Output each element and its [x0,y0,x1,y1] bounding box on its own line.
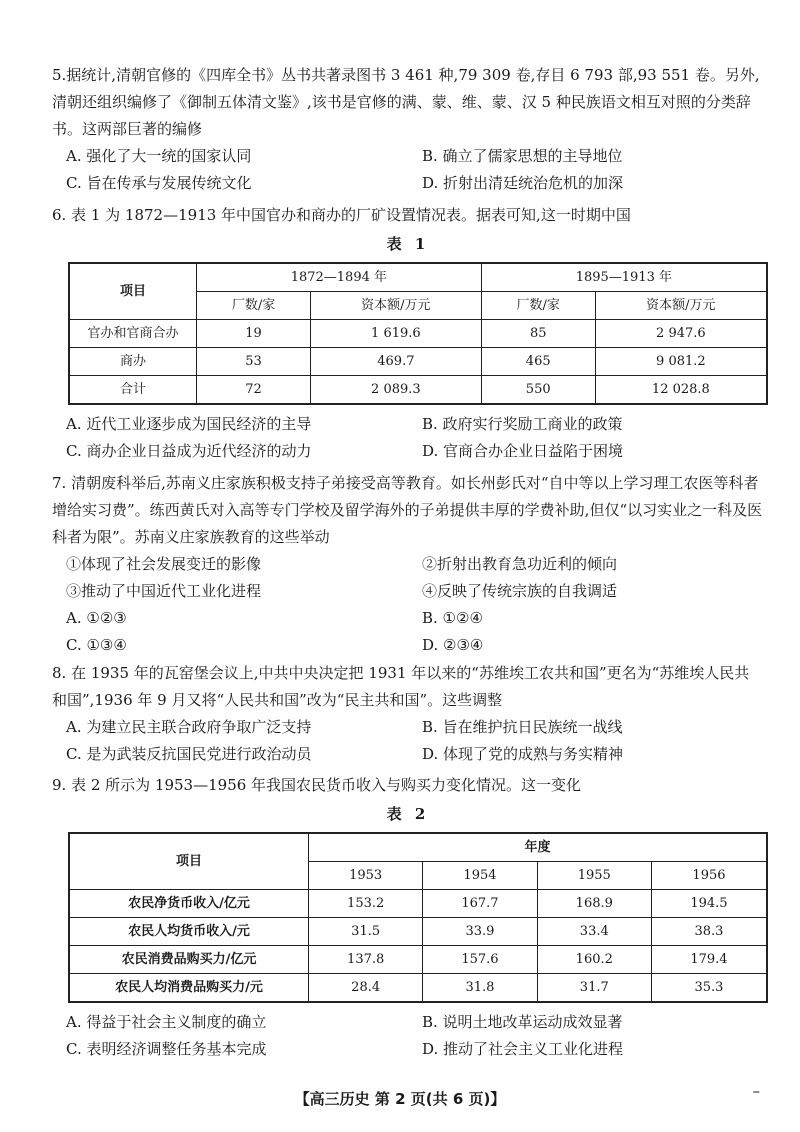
option-a: A. 为建立民主联合政府争取广泛支持 [66,718,312,736]
option-a: A. 近代工业逐步成为国民经济的主导 [66,415,312,433]
table-1-subheader: 资本额/万元 [595,292,767,320]
corner-mark: – [752,1082,760,1100]
table-row [69,890,767,918]
option-a: A. 得益于社会主义制度的确立 [66,1013,267,1031]
option-d: D. 推动了社会主义工业化进程 [422,1040,624,1058]
statement-1: ①体现了社会发展变迁的影像 [66,555,262,573]
table-row [69,946,767,974]
option-c: C. 是为武装反抗国民党进行政治动员 [66,745,312,763]
question-9 [52,772,764,1063]
cell: 194.5 [651,890,767,918]
question-5-stem: 5.据统计,清朝官修的《四库全书》丛书共著录图书 3 461 种,79 309 卷,存目 6 793 部,93 551 卷。另外,清朝还组织编修了《御制五体清文鉴》,该书是官修的满、蒙、维、蒙、汉 5 种民族语文相互对照的分类辞书。这两部巨著的编修 [52,66,760,138]
question-6 [52,202,764,465]
table-2-item-header: 项目 [69,833,309,890]
table-row [69,376,767,405]
cell: 469.7 [311,348,482,376]
row-label: 农民消费品购买力/亿元 [69,946,309,974]
row-label: 商办 [69,348,197,376]
cell: 167.7 [423,890,537,918]
question-5 [52,62,764,197]
cell: 160.2 [537,946,651,974]
table-row [69,320,767,348]
cell: 19 [197,320,311,348]
cell: 137.8 [309,946,423,974]
option-a: A. ①②③ [66,609,127,627]
statement-3: ③推动了中国近代工业化进程 [66,582,262,600]
cell: 2 089.3 [311,376,482,405]
cell: 35.3 [651,974,767,1003]
option-d: D. ②③④ [422,636,484,654]
cell: 33.4 [537,918,651,946]
question-7-statements [66,551,764,605]
cell: 550 [481,376,595,405]
option-b: B. 确立了儒家思想的主导地位 [422,147,623,165]
question-5-options [66,143,764,197]
row-label: 官办和官商合办 [69,320,197,348]
option-c: C. 商办企业日益成为近代经济的动力 [66,442,312,460]
cell: 31.7 [537,974,651,1003]
table-row [69,974,767,1003]
row-label: 合计 [69,376,197,405]
cell: 72 [197,376,311,405]
option-c: C. 表明经济调整任务基本完成 [66,1040,267,1058]
table-1-subheader: 厂数/家 [197,292,311,320]
option-a: A. 强化了大一统的国家认同 [66,147,252,165]
question-8-options [66,714,764,768]
cell: 31.5 [309,918,423,946]
question-6-options [66,411,764,465]
question-8-stem: 8. 在 1935 年的瓦窑堡会议上,中共中央决定把 1931 年以来的“苏维埃工农共和国”更名为“苏维埃人民共和国”,1936 年 9 月又将“人民共和国”改为“民主共和国”。这些调整 [52,664,750,709]
cell: 153.2 [309,890,423,918]
option-d: D. 官商合办企业日益陷于困境 [422,442,624,460]
cell: 465 [481,348,595,376]
question-9-options [66,1009,764,1063]
cell: 31.8 [423,974,537,1003]
year-cell: 1955 [537,862,651,890]
table-row [69,918,767,946]
cell: 12 028.8 [595,376,767,405]
cell: 28.4 [309,974,423,1003]
cell: 33.9 [423,918,537,946]
option-b: B. 旨在维护抗日民族统一战线 [422,718,623,736]
table-1 [68,262,768,405]
table-1-subheader: 资本额/万元 [311,292,482,320]
cell: 53 [197,348,311,376]
cell: 9 081.2 [595,348,767,376]
row-label: 农民人均货币收入/元 [69,918,309,946]
row-label: 农民净货币收入/亿元 [69,890,309,918]
option-d: D. 体现了党的成熟与务实精神 [422,745,624,763]
question-7-options [66,605,764,659]
question-7 [52,470,764,659]
cell: 85 [481,320,595,348]
option-d: D. 折射出清廷统治危机的加深 [422,174,624,192]
row-label: 农民人均消费品购买力/元 [69,974,309,1003]
table-row [69,348,767,376]
option-b: B. 政府实行奖励工商业的政策 [422,415,623,433]
table-2-year-header: 年度 [309,833,768,862]
table-2 [68,832,768,1003]
table-1-caption: 表 1 [386,235,430,253]
option-b: B. ①②④ [422,609,483,627]
year-cell: 1953 [309,862,423,890]
table-1-subheader: 厂数/家 [481,292,595,320]
table-1-period-2: 1895—1913 年 [481,263,767,292]
cell: 1 619.6 [311,320,482,348]
question-8 [52,660,764,768]
option-c: C. ①③④ [66,636,127,654]
year-cell: 1954 [423,862,537,890]
cell: 168.9 [537,890,651,918]
table-1-period-1: 1872—1894 年 [197,263,482,292]
question-6-stem: 6. 表 1 为 1872—1913 年中国官办和商办的厂矿设置情况表。据表可知,这一时期中国 [52,206,631,224]
year-cell: 1956 [651,862,767,890]
cell: 38.3 [651,918,767,946]
question-9-stem: 9. 表 2 所示为 1953—1956 年我国农民货币收入与购买力变化情况。这一变化 [52,776,582,794]
page-footer: 【高三历史 第 2 页(共 6 页)】 [294,1090,506,1108]
table-1-item-header: 项目 [69,263,197,320]
statement-2: ②折射出教育急功近利的倾向 [422,555,618,573]
statement-4: ④反映了传统宗族的自我调适 [422,582,618,600]
question-7-stem: 7. 清朝废科举后,苏南义庄家族积极支持子弟接受高等教育。如长州彭氏对“自中等以上学习理工农医等科者增给实习费”。练西黄氏对入高等专门学校及留学海外的子弟提供丰厚的学费补助,但仅“以习实业之一科及医科者为限”。苏南义庄家族教育的这些举动 [52,474,763,546]
cell: 157.6 [423,946,537,974]
cell: 2 947.6 [595,320,767,348]
table-2-caption: 表 2 [386,805,430,823]
option-c: C. 旨在传承与发展传统文化 [66,174,252,192]
option-b: B. 说明土地改革运动成效显著 [422,1013,623,1031]
cell: 179.4 [651,946,767,974]
